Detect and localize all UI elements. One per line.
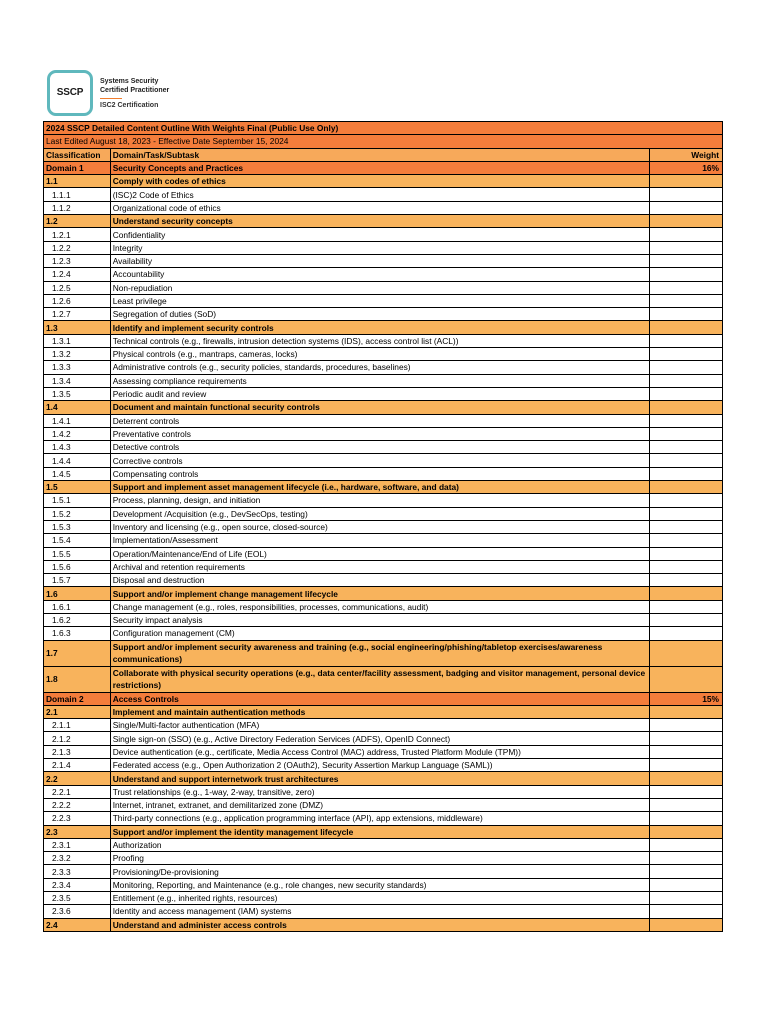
subtask-row: [44, 427, 723, 440]
row-weight: [650, 918, 723, 931]
row-classification: 1.5.4: [44, 534, 111, 547]
row-weight: [650, 387, 723, 400]
subtask-row: [44, 308, 723, 321]
row-classification: 2.3.1: [44, 838, 111, 851]
row-weight: [650, 308, 723, 321]
row-description: Detective controls: [110, 441, 650, 454]
subtask-row: [44, 268, 723, 281]
row-classification: 1.2.6: [44, 294, 111, 307]
row-weight: [650, 705, 723, 718]
row-description: Support and/or implement change management lifecycle: [110, 587, 650, 600]
logo-line-2: Certified Practitioner: [100, 87, 170, 94]
row-weight: [650, 427, 723, 440]
header-task: Domain/Task/Subtask: [110, 148, 650, 161]
row-description: Collaborate with physical security operations (e.g., data center/facility assessment, badging and visitor management, personal device restrictions): [110, 666, 650, 692]
row-description: Provisioning/De-provisioning: [110, 865, 650, 878]
row-classification: 2.1: [44, 705, 111, 718]
subtask-row: [44, 348, 723, 361]
row-classification: 1.4.4: [44, 454, 111, 467]
subtask-row: [44, 361, 723, 374]
row-weight: [650, 825, 723, 838]
row-description: Process, planning, design, and initiation: [110, 494, 650, 507]
row-description: Availability: [110, 254, 650, 267]
row-classification: 1.3.5: [44, 387, 111, 400]
row-classification: 2.3: [44, 825, 111, 838]
row-weight: [650, 772, 723, 785]
row-classification: 1.5.3: [44, 520, 111, 533]
row-classification: 1.5.2: [44, 507, 111, 520]
row-classification: 1.1.2: [44, 201, 111, 214]
subtask-row: [44, 905, 723, 918]
row-weight: [650, 454, 723, 467]
row-classification: 1.2.2: [44, 241, 111, 254]
subtask-row: [44, 560, 723, 573]
row-description: Operation/Maintenance/End of Life (EOL): [110, 547, 650, 560]
row-description: Development /Acquisition (e.g., DevSecOps, testing): [110, 507, 650, 520]
row-weight: [650, 268, 723, 281]
subtask-row: [44, 838, 723, 851]
row-classification: 2.3.5: [44, 892, 111, 905]
edit-date-text: Last Edited August 18, 2023 - Effective Date September 15, 2024: [44, 135, 723, 148]
row-description: Periodic audit and review: [110, 387, 650, 400]
row-description: Administrative controls (e.g., security policies, standards, procedures, baselines): [110, 361, 650, 374]
row-classification: 1.6.2: [44, 613, 111, 626]
row-classification: 1.4.5: [44, 467, 111, 480]
row-classification: 2.3.2: [44, 852, 111, 865]
subtask-row: [44, 201, 723, 214]
task-row: [44, 666, 723, 692]
content-outline-table: [43, 121, 723, 932]
row-classification: 2.2.2: [44, 798, 111, 811]
logo-line-1: Systems Security: [100, 78, 159, 85]
row-description: Preventative controls: [110, 427, 650, 440]
row-description: Security impact analysis: [110, 613, 650, 626]
subtask-row: [44, 759, 723, 772]
header-classification: Classification: [44, 148, 111, 161]
row-weight: [650, 852, 723, 865]
row-weight: [650, 798, 723, 811]
row-classification: 1.6.3: [44, 627, 111, 640]
row-weight: [650, 241, 723, 254]
subtask-row: [44, 852, 723, 865]
row-weight: [650, 892, 723, 905]
row-weight: [650, 587, 723, 600]
outline-body: [44, 122, 723, 932]
subtask-row: [44, 865, 723, 878]
row-weight: [650, 228, 723, 241]
row-classification: 2.2.3: [44, 812, 111, 825]
row-classification: 1.4.2: [44, 427, 111, 440]
row-classification: 1.4: [44, 401, 111, 414]
row-weight: [650, 348, 723, 361]
row-description: Integrity: [110, 241, 650, 254]
row-classification: 1.5.1: [44, 494, 111, 507]
row-weight: [650, 600, 723, 613]
row-description: Corrective controls: [110, 454, 650, 467]
row-description: Comply with codes of ethics: [110, 175, 650, 188]
task-row: [44, 772, 723, 785]
subtask-row: [44, 878, 723, 891]
row-description: Third-party connections (e.g., application programming interface (API), app extensions, middleware): [110, 812, 650, 825]
subtask-row: [44, 613, 723, 626]
subtask-row: [44, 254, 723, 267]
row-description: Implementation/Assessment: [110, 534, 650, 547]
row-description: Organizational code of ethics: [110, 201, 650, 214]
domain-row: [44, 161, 723, 174]
task-row: [44, 321, 723, 334]
row-classification: 1.3.4: [44, 374, 111, 387]
row-description: Confidentiality: [110, 228, 650, 241]
subtask-row: [44, 892, 723, 905]
row-classification: 1.3: [44, 321, 111, 334]
title-row: [44, 122, 723, 135]
row-weight: [650, 494, 723, 507]
row-description: Trust relationships (e.g., 1-way, 2-way, transitive, zero): [110, 785, 650, 798]
row-weight: [650, 574, 723, 587]
row-classification: 1.8: [44, 666, 111, 692]
subtask-row: [44, 520, 723, 533]
row-weight: [650, 666, 723, 692]
row-classification: Domain 2: [44, 692, 111, 705]
subtask-row: [44, 732, 723, 745]
row-classification: 1.1.1: [44, 188, 111, 201]
row-weight: [650, 560, 723, 573]
row-weight: [650, 441, 723, 454]
row-description: Archival and retention requirements: [110, 560, 650, 573]
row-description: Support and/or implement security awareness and training (e.g., social engineering/phishing/tabletop exercises/awareness communications): [110, 640, 650, 666]
row-classification: 1.5.7: [44, 574, 111, 587]
row-weight: [650, 878, 723, 891]
logo-divider: [100, 98, 122, 99]
task-row: [44, 705, 723, 718]
subtask-row: [44, 467, 723, 480]
row-weight: [650, 627, 723, 640]
task-row: [44, 640, 723, 666]
subtask-row: [44, 281, 723, 294]
row-classification: 1.2.7: [44, 308, 111, 321]
document-title: 2024 SSCP Detailed Content Outline With Weights Final (Public Use Only): [44, 122, 723, 135]
row-weight: [650, 188, 723, 201]
row-description: (ISC)2 Code of Ethics: [110, 188, 650, 201]
row-classification: 1.7: [44, 640, 111, 666]
row-description: Least privilege: [110, 294, 650, 307]
row-weight: [650, 414, 723, 427]
row-classification: 1.1: [44, 175, 111, 188]
row-description: Federated access (e.g., Open Authorization 2 (OAuth2), Security Assertion Markup Language (SAML)): [110, 759, 650, 772]
row-weight: [650, 732, 723, 745]
row-description: Assessing compliance requirements: [110, 374, 650, 387]
row-weight: [650, 613, 723, 626]
row-weight: [650, 334, 723, 347]
row-description: Authorization: [110, 838, 650, 851]
task-row: [44, 587, 723, 600]
row-description: Change management (e.g., roles, responsibilities, processes, communications, audit): [110, 600, 650, 613]
domain-row: [44, 692, 723, 705]
row-description: Single/Multi-factor authentication (MFA): [110, 719, 650, 732]
row-description: Inventory and licensing (e.g., open source, closed-source): [110, 520, 650, 533]
row-description: Support and implement asset management lifecycle (i.e., hardware, software, and data): [110, 481, 650, 494]
edit-date-row: [44, 135, 723, 148]
row-weight: [650, 759, 723, 772]
row-classification: 2.1.1: [44, 719, 111, 732]
subtask-row: [44, 454, 723, 467]
row-classification: 2.3.6: [44, 905, 111, 918]
row-description: Document and maintain functional security controls: [110, 401, 650, 414]
subtask-row: [44, 507, 723, 520]
subtask-row: [44, 188, 723, 201]
row-description: Deterrent controls: [110, 414, 650, 427]
row-weight: [650, 361, 723, 374]
row-classification: 1.5.5: [44, 547, 111, 560]
row-description: Compensating controls: [110, 467, 650, 480]
subtask-row: [44, 600, 723, 613]
row-classification: 1.6: [44, 587, 111, 600]
row-classification: 2.3.4: [44, 878, 111, 891]
row-description: Accountability: [110, 268, 650, 281]
subtask-row: [44, 719, 723, 732]
row-weight: 16%: [650, 161, 723, 174]
row-weight: [650, 905, 723, 918]
row-weight: [650, 865, 723, 878]
row-classification: 2.2.1: [44, 785, 111, 798]
row-classification: 1.3.1: [44, 334, 111, 347]
subtask-row: [44, 441, 723, 454]
row-classification: 1.2: [44, 215, 111, 228]
subtask-row: [44, 547, 723, 560]
row-weight: [650, 215, 723, 228]
row-weight: [650, 401, 723, 414]
row-classification: 2.1.4: [44, 759, 111, 772]
subtask-row: [44, 745, 723, 758]
task-row: [44, 918, 723, 931]
row-description: Understand security concepts: [110, 215, 650, 228]
row-description: Support and/or implement the identity management lifecycle: [110, 825, 650, 838]
row-weight: [650, 547, 723, 560]
task-row: [44, 175, 723, 188]
row-classification: 1.2.1: [44, 228, 111, 241]
row-weight: [650, 719, 723, 732]
logo-line-3: ISC2 Certification: [100, 102, 159, 109]
row-classification: 1.4.3: [44, 441, 111, 454]
row-classification: 1.3.3: [44, 361, 111, 374]
row-description: Security Concepts and Practices: [110, 161, 650, 174]
row-description: Identify and implement security controls: [110, 321, 650, 334]
row-classification: 2.2: [44, 772, 111, 785]
row-classification: 1.2.5: [44, 281, 111, 294]
row-classification: 2.3.3: [44, 865, 111, 878]
row-description: Configuration management (CM): [110, 627, 650, 640]
subtask-row: [44, 294, 723, 307]
row-weight: [650, 374, 723, 387]
row-classification: 1.5: [44, 481, 111, 494]
header-weight: Weight: [650, 148, 723, 161]
row-weight: [650, 321, 723, 334]
row-weight: [650, 467, 723, 480]
row-description: Proofing: [110, 852, 650, 865]
row-description: Monitoring, Reporting, and Maintenance (e.g., role changes, new security standards): [110, 878, 650, 891]
row-weight: [650, 785, 723, 798]
row-weight: [650, 175, 723, 188]
row-classification: 1.2.3: [44, 254, 111, 267]
subtask-row: [44, 334, 723, 347]
task-row: [44, 481, 723, 494]
subtask-row: [44, 534, 723, 547]
row-description: Internet, intranet, extranet, and demilitarized zone (DMZ): [110, 798, 650, 811]
row-weight: [650, 507, 723, 520]
subtask-row: [44, 812, 723, 825]
row-classification: 1.6.1: [44, 600, 111, 613]
row-weight: [650, 281, 723, 294]
row-classification: 2.1.2: [44, 732, 111, 745]
row-description: Access Controls: [110, 692, 650, 705]
row-weight: [650, 745, 723, 758]
task-row: [44, 401, 723, 414]
subtask-row: [44, 798, 723, 811]
row-classification: 1.4.1: [44, 414, 111, 427]
row-weight: [650, 201, 723, 214]
subtask-row: [44, 574, 723, 587]
row-weight: [650, 640, 723, 666]
subtask-row: [44, 627, 723, 640]
row-description: Technical controls (e.g., firewalls, intrusion detection systems (IDS), access control list (ACL)): [110, 334, 650, 347]
row-description: Identity and access management (IAM) systems: [110, 905, 650, 918]
subtask-row: [44, 374, 723, 387]
row-weight: [650, 481, 723, 494]
row-description: Segregation of duties (SoD): [110, 308, 650, 321]
header-row: [44, 148, 723, 161]
row-classification: Domain 1: [44, 161, 111, 174]
row-classification: 1.2.4: [44, 268, 111, 281]
row-description: Physical controls (e.g., mantraps, cameras, locks): [110, 348, 650, 361]
subtask-row: [44, 414, 723, 427]
task-row: [44, 825, 723, 838]
row-description: Understand and administer access controls: [110, 918, 650, 931]
row-weight: [650, 534, 723, 547]
task-row: [44, 215, 723, 228]
row-weight: [650, 838, 723, 851]
row-classification: 2.1.3: [44, 745, 111, 758]
row-description: Single sign-on (SSO) (e.g., Active Directory Federation Services (ADFS), OpenID Connect): [110, 732, 650, 745]
row-classification: 1.5.6: [44, 560, 111, 573]
row-description: Understand and support internetwork trust architectures: [110, 772, 650, 785]
row-weight: [650, 294, 723, 307]
subtask-row: [44, 494, 723, 507]
subtask-row: [44, 241, 723, 254]
subtask-row: [44, 785, 723, 798]
row-classification: 1.3.2: [44, 348, 111, 361]
row-description: Device authentication (e.g., certificate, Media Access Control (MAC) address, Trusted Platform Module (TPM)): [110, 745, 650, 758]
isc2-sscp-logo: [47, 70, 197, 116]
row-description: Entitlement (e.g., inherited rights, resources): [110, 892, 650, 905]
row-description: Disposal and destruction: [110, 574, 650, 587]
row-classification: 2.4: [44, 918, 111, 931]
logo-mark-text: SSCP: [56, 87, 84, 98]
row-weight: 15%: [650, 692, 723, 705]
row-weight: [650, 812, 723, 825]
row-description: Implement and maintain authentication methods: [110, 705, 650, 718]
sscp-logo-mark: [47, 70, 93, 116]
row-description: Non-repudiation: [110, 281, 650, 294]
row-weight: [650, 254, 723, 267]
subtask-row: [44, 228, 723, 241]
row-weight: [650, 520, 723, 533]
subtask-row: [44, 387, 723, 400]
